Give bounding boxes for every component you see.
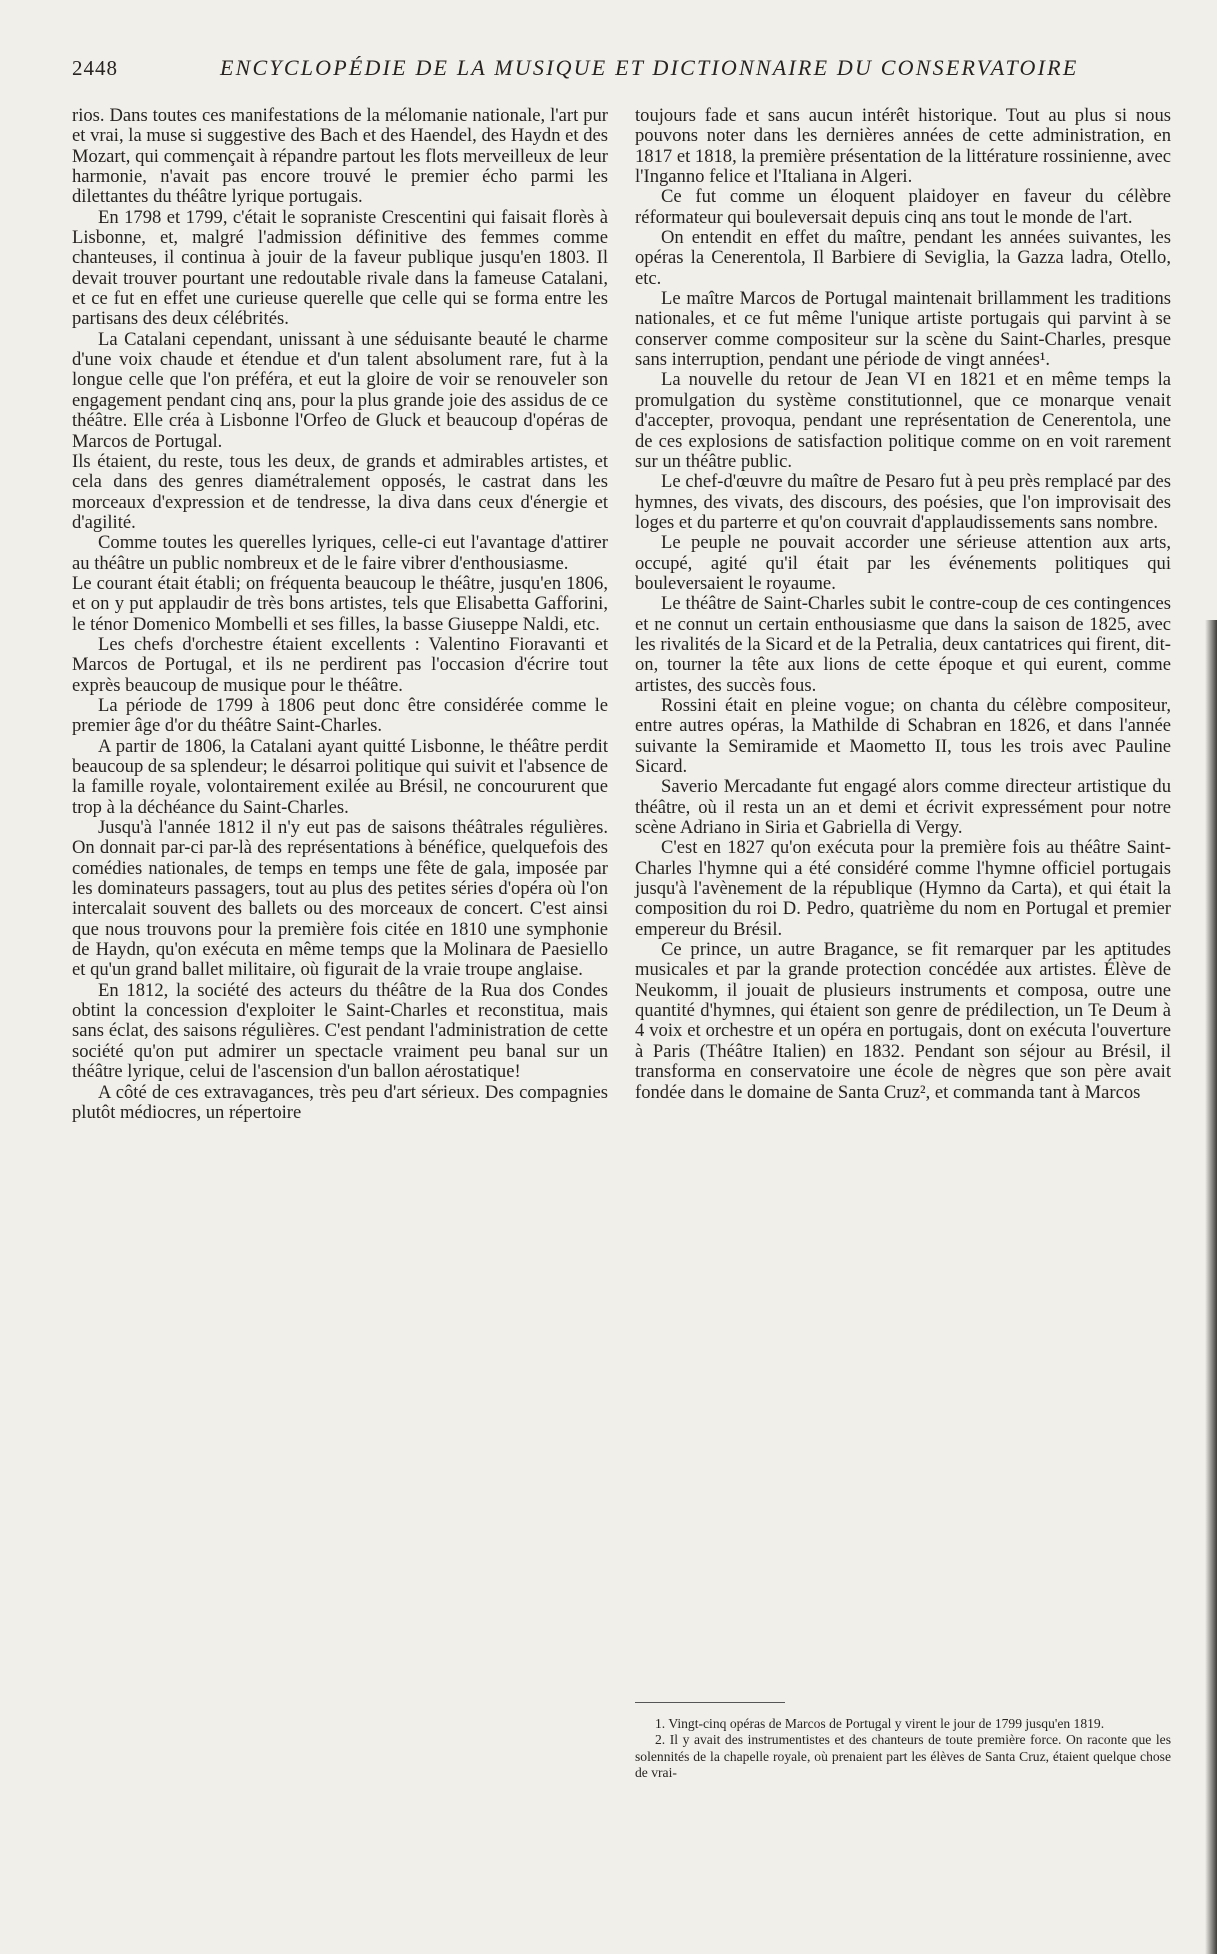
footnote-divider (635, 1702, 785, 1703)
page-header (72, 56, 1182, 86)
left-column (72, 106, 608, 1123)
paragraph: Le théâtre de Saint-Charles subit le contre-coup de ces contingences et ne connut un certain enthousiasme que dans la saison de 1825, avec les rivalités de la Sicard et de la Petralia, deux cantatrices qui firent, dit-on, tourner la tête aux lions de cette époque et qui eurent, comme artistes, des succès fous. (635, 593, 1171, 696)
paragraph: C'est en 1827 qu'on exécuta pour la première fois au théâtre Saint-Charles l'hymne qui a été considéré comme l'hymne officiel portugais jusqu'à l'avènement de la république (Hymno da Carta), et qui était la composition du roi D. Pedro, quatrième du nom en Portugal et premier empereur du Brésil. (635, 837, 1171, 940)
paragraph: Le maître Marcos de Portugal maintenait brillamment les traditions nationales, et ce fut même l'unique artiste portugais qui parvint à se conserver comme compositeur sur la scène du Saint-Charles, presque sans interruption, pendant une période de vingt années¹. (635, 288, 1171, 371)
paragraph: toujours fade et sans aucun intérêt historique. Tout au plus si nous pouvons noter dans les dernières années de cette administration, en 1817 et 1818, la première présentation de la littérature rossinienne, avec l'Inganno felice et l'Italiana in Algeri. (635, 105, 1171, 188)
paragraph: Le courant était établi; on fréquenta beaucoup le théâtre, jusqu'en 1806, et on y put applaudir de très bons artistes, tels que Elisabetta Gafforini, le ténor Domenico Mombelli et ses filles, la basse Giuseppe Naldi, etc. (72, 572, 608, 635)
paragraph: Jusqu'à l'année 1812 il n'y eut pas de saisons théâtrales régulières. On donnait par-ci par-là des représentations à bénéfice, quelquefois des comédies nationales, de temps en temps une fête de gala, imposée par les dominateurs passagers, tout au plus des petites séries d'opéra où l'on intercalait souvent des ballets ou des morceaux de concert. C'est ainsi que nous trouvons pour la première fois citée en 1810 une symphonie de Haydn, qu'on exécuta en même temps que la Molinara de Paesiello et qu'un grand ballet militaire, où figurait de la vraie troupe anglaise. (72, 817, 608, 981)
footnotes (635, 1716, 1171, 1782)
paragraph: La Catalani cependant, unissant à une séduisante beauté le charme d'une voix chaude et étendue et d'un talent absolument rare, fut à la longue celle que l'on préféra, et eut la gloire de voir se renouveler son engagement pendant cinq ans, pour la plus grande joie des assidus de ce théâtre. Elle créa à Lisbonne l'Orfeo de Gluck et beaucoup d'opéras de Marcos de Portugal. (72, 328, 608, 452)
paragraph: Rossini était en pleine vogue; on chanta du célèbre compositeur, entre autres opéras, la Mathilde di Schabran en 1826, et dans l'année suivante la Semiramide et Maometto II, tous les trois avec Pauline Sicard. (635, 694, 1171, 777)
paragraph: Saverio Mercadante fut engagé alors comme directeur artistique du théâtre, où il resta un an et demi et écrivit expressément pour notre scène Adriano in Siria et Gabriella di Vergy. (635, 776, 1171, 839)
paragraph: Ils étaient, du reste, tous les deux, de grands et admirables artistes, et cela dans des genres diamétralement opposés, le castrat dans les morceaux d'expression et de tendresse, la diva dans ceux d'énergie et d'agilité. (72, 450, 608, 533)
running-title: ENCYCLOPÉDIE DE LA MUSIQUE ET DICTIONNAIRE DU CONSERVATOIRE (220, 55, 1079, 80)
footnote: 2. Il y avait des instrumentistes et des chanteurs de toute première force. On raconte que les solennités de la chapelle royale, où prenaient part les élèves de Santa Cruz, étaient quelque chose de vrai- (635, 1732, 1171, 1781)
paragraph: rios. Dans toutes ces manifestations de la mélomanie nationale, l'art pur et vrai, la muse si suggestive des Bach et des Haendel, des Haydn et des Mozart, qui commençait à répandre partout les flots merveilleux de leur harmonie, n'avait pas encore trouvé le premier écho parmi les dilettantes du théâtre lyrique portugais. (72, 105, 608, 208)
footnote: 1. Vingt-cinq opéras de Marcos de Portugal y virent le jour de 1799 jusqu'en 1819. (655, 1716, 1105, 1731)
paragraph: La nouvelle du retour de Jean VI en 1821 et en même temps la promulgation du système constitutionnel, que ce monarque venait d'accepter, provoqua, pendant une représentation de Cenerentola, une de ces explosions de satisfaction politique comme on en voit rarement sur un théâtre public. (635, 369, 1171, 472)
paragraph: Comme toutes les querelles lyriques, celle-ci eut l'avantage d'attirer au théâtre un public nombreux et de le faire vibrer d'enthousiasme. (72, 532, 608, 574)
paragraph: Le peuple ne pouvait accorder une sérieuse attention aux arts, occupé, agité qu'il était par les événements politiques qui bouleversaient le royaume. (635, 532, 1171, 594)
page-number: 2448 (72, 56, 118, 80)
paragraph: Le chef-d'œuvre du maître de Pesaro fut à peu près remplacé par des hymnes, des vivats, des discours, des poésies, que l'on improvisait des loges et du parterre et qu'on couvrait d'applaudissements sans nombre. (635, 471, 1171, 533)
paragraph: A partir de 1806, la Catalani ayant quitté Lisbonne, le théâtre perdit beaucoup de sa splendeur; le désarroi politique qui suivit et l'absence de la famille royale, volontairement exilée au Brésil, ne concoururent que trop à la déchéance du Saint-Charles. (72, 735, 608, 818)
paragraph: En 1812, la société des acteurs du théâtre de la Rua dos Condes obtint la concession d'exploiter le Saint-Charles et reconstitua, mais sans éclat, des saisons régulières. C'est pendant l'administration de cette société qu'on put admirer un spectacle vraiment peu banal sur un théâtre lyrique, celui de l'ascension d'un ballon aérostatique! (72, 979, 608, 1083)
paragraph: Les chefs d'orchestre étaient excellents : Valentino Fioravanti et Marcos de Portugal, et ils ne perdirent pas l'occasion d'écrire tout exprès beaucoup de musique pour le théâtre. (72, 633, 608, 696)
paragraph: Ce prince, un autre Bragance, se fit remarquer par les aptitudes musicales et par la grande protection concédée aux artistes. Élève de Neukomm, il jouait de plusieurs instruments et composa, outre une quantité d'hymnes, qui étaient son genre de prédilection, un Te Deum à 4 voix et orchestre et un opéra en portugais, dont on exécuta l'ouverture à Paris (Théâtre Italien) en 1832. Pendant son séjour au Brésil, il transforma en conservatoire une école de nègres que son père avait fondée dans le domaine de Santa Cruz², et commanda tant à Marcos (635, 939, 1171, 1103)
paragraph: A côté de ces extravagances, très peu d'art sérieux. Des compagnies plutôt médiocres, un répertoire (72, 1081, 608, 1123)
paragraph: En 1798 et 1799, c'était le sopraniste Crescentini qui faisait florès à Lisbonne, et, malgré l'admission définitive des femmes comme chanteuses, il continua à jouir de la faveur publique jusqu'en 1803. Il devait trouver pourtant une redoutable rivale dans la fameuse Catalani, et ce fut en effet une curieuse querelle que celle qui se forma entre les partisans des deux célébrités. (72, 206, 608, 330)
right-column (635, 106, 1171, 1103)
paragraph: On entendit en effet du maître, pendant les années suivantes, les opéras la Cenerentola, Il Barbiere di Seviglia, la Gazza ladra, Otello, etc. (635, 227, 1171, 289)
paragraph: Ce fut comme un éloquent plaidoyer en faveur du célèbre réformateur qui bouleversait depuis cinq ans tout le monde de l'art. (635, 186, 1171, 228)
paragraph: La période de 1799 à 1806 peut donc être considérée comme le premier âge d'or du théâtre Saint-Charles. (72, 694, 608, 737)
page-binding-shadow (1205, 620, 1217, 1954)
